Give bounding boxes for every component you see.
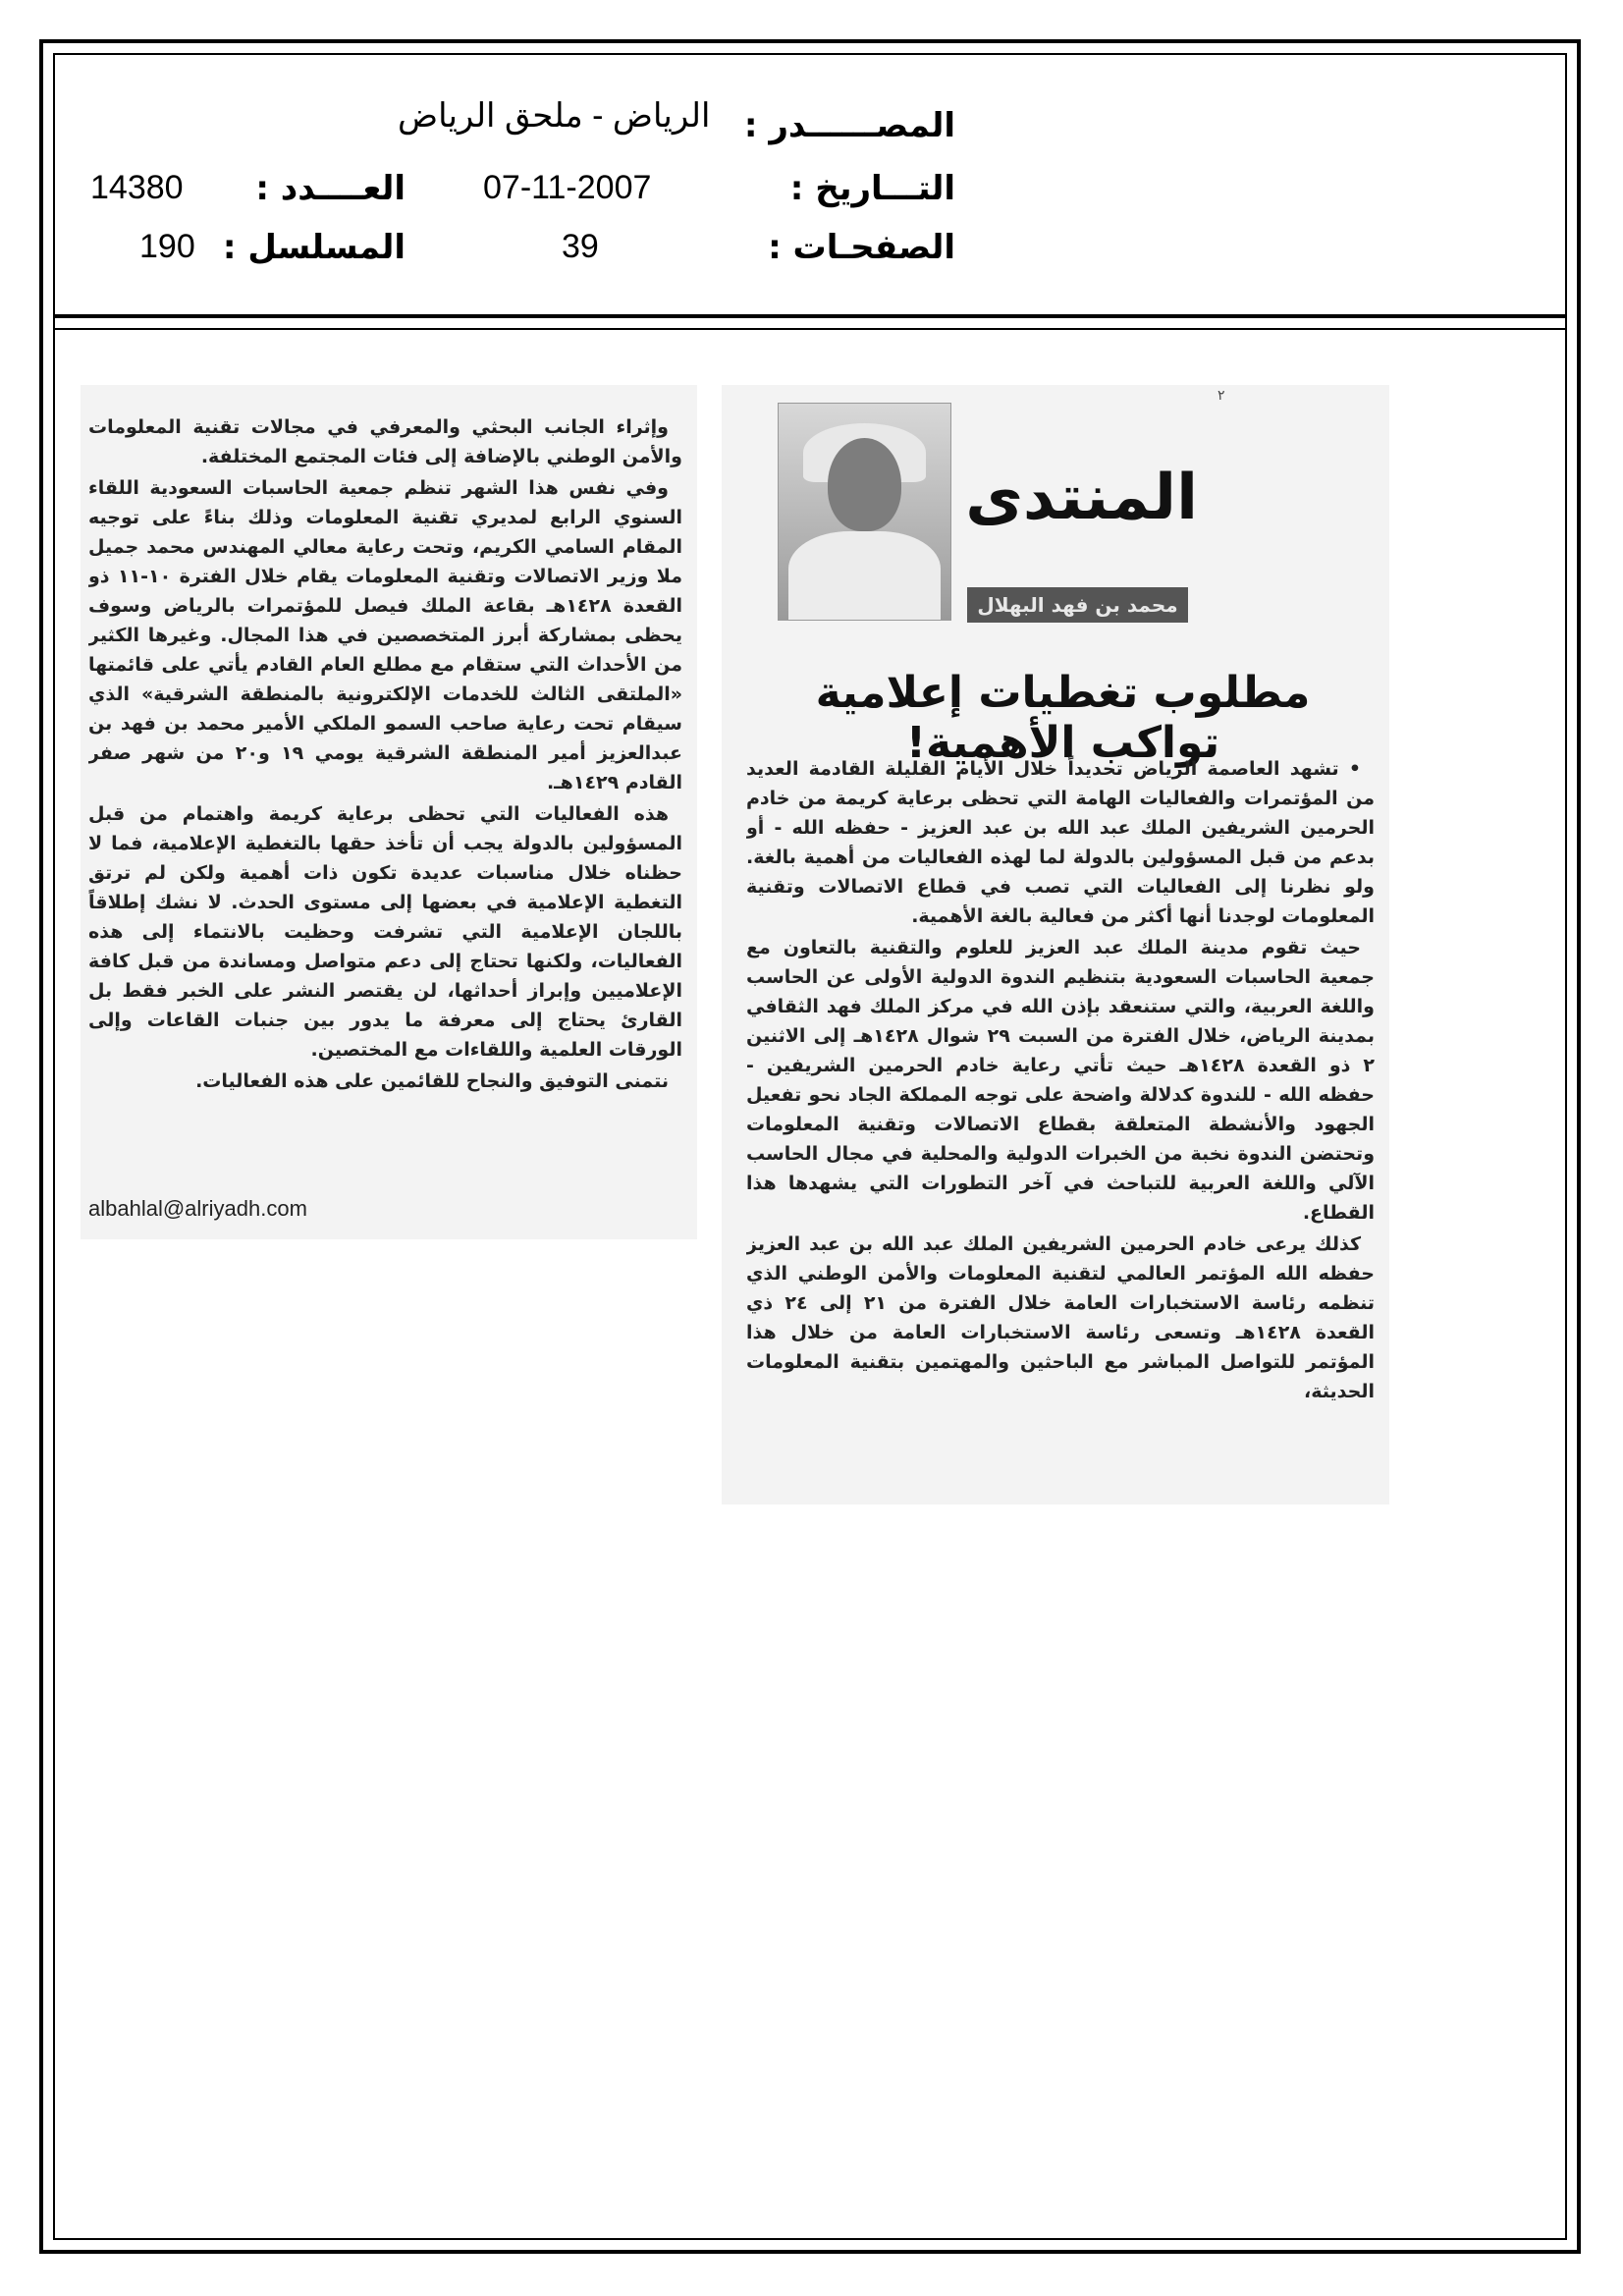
header-separator — [53, 314, 1567, 318]
header-separator-thin — [53, 328, 1567, 330]
column-name: المنتدى — [965, 462, 1198, 534]
author-photo — [778, 403, 951, 621]
author-email[interactable]: albahlal@alriyadh.com — [88, 1196, 307, 1221]
serial-label: المسلسل : — [222, 228, 406, 267]
paragraph: حيث تقوم مدينة الملك عبد العزيز للعلوم والتقنية بالتعاون مع جمعية الحاسبات السعودية بتنظيم الندوة الدولية الأولى عن الحاسب واللغة العربية، والتي ستنعقد بإذن الله في مركز الملك فهد الثقافي بمدينة الرياض، خلال الفترة من السبت ٢٩ شوال ١٤٢٨هـ إلى الاثنين ٢ ذو القعدة ١٤٢٨هـ حيث تأتي رعاية خادم الحرمين الشريفين - حفظه الله - للندوة كدلالة واضحة على توجه المملكة الجاد نحو تفعيل الجهود والأنشطة المتعلقة بقطاع الاتصالات وتقنية المعلومات وتحتضن الندوة نخبة من الخبرات الدولية والمحلية في مجال الحاسب الآلي واللغة العربية للتباحث في آخر التطورات التي يشهدها هذا القطاع. — [746, 937, 1375, 1224]
date-value: 07-11-2007 — [483, 169, 652, 206]
pages-value: 39 — [562, 228, 599, 265]
paragraph: وفي نفس هذا الشهر تنظم جمعية الحاسبات السعودية اللقاء السنوي الرابع لمديري تقنية المعلومات وذلك بناءً على توجيه المقام السامي الكريم، وتحت رعاية معالي المهندس محمد جميل ملا وزير الاتصالات وتقنية المعلومات يقام خلال الفترة ١٠-١١ ذو القعدة ١٤٢٨هـ بقاعة الملك فيصل للمؤتمرات بالرياض وسوف يحظى بمشاركة أبرز المتخصصين في هذا المجال. وغيرها الكثير من الأحداث التي ستقام مع مطلع العام القادم يأتي على قائمتها «الملتقى الثالث للخدمات الإلكترونية بالمنطقة الشرقية» الذي سيقام تحت رعاية صاحب السمو الملكي الأمير محمد بن فهد بن عبدالعزيز أمير المنطقة الشرقية يومي ١٩ و٢٠ من شهر صفر القادم ١٤٢٩هـ. — [88, 477, 682, 793]
date-label: التـــاريخ : — [789, 169, 955, 208]
source-label: المصــــــدر : — [743, 106, 955, 145]
source-value: الرياض - ملحق الرياض — [398, 97, 711, 135]
paragraph: كذلك يرعى خادم الحرمين الشريفين الملك عبد الله بن عبد العزيز حفظه الله المؤتمر العالمي لتقنية المعلومات والأمن الوطني الذي تنظمه رئاسة الاستخبارات العامة خلال الفترة من ٢١ إلى ٢٤ ذي القعدة ١٤٢٨هـ وتسعى رئاسة الاستخبارات العامة من خلال هذا المؤتمر للتواصل المباشر مع الباحثين والمهتمين بتقنية المعلومات الحديثة، — [746, 1233, 1375, 1402]
left-column-text — [88, 412, 682, 1169]
page-mark: ٢ — [1217, 388, 1225, 404]
article-headline: مطلوب تغطيات إعلامية تواكب الأهمية! — [815, 668, 1311, 768]
serial-value: 190 — [139, 228, 195, 265]
issue-label: العــــدد : — [255, 169, 406, 208]
paragraph: هذه الفعاليات التي تحظى برعاية كريمة واهتمام من قبل المسؤولين بالدولة يجب أن تأخذ حقها بالتغطية الإعلامية، فما لا حظناه خلال مناسبات عديدة تكون ذات أهمية ولكن لم ترتق التغطية الإعلامية في بعضها إلى مستوى الحدث. لا نشك إطلاقاً باللجان الإعلامية التي تشرفت وحظيت بالانتماء إلى هذه الفعاليات، ولكنها تحتاج إلى دعم متواصل ومساندة من قبل كافة الإعلاميين وإبراز أحداثها، لن يقتصر النشر على الخبر فقط بل القارئ يحتاج إلى معرفة ما يدور بين جنبات القاعات وإلى الورقات العلمية واللقاءات مع المختصين. — [88, 803, 682, 1061]
issue-value: 14380 — [90, 169, 184, 206]
paragraph: وإثراء الجانب البحثي والمعرفي في مجالات تقنية المعلومات والأمن الوطني بالإضافة إلى فئات المجتمع المختلفة. — [88, 416, 682, 467]
pages-label: الصفحـات : — [768, 228, 955, 267]
author-name: محمد بن فهد البهلال — [967, 587, 1188, 623]
paragraph: • تشهد العاصمة الرياض تحديداً خلال الأيام القليلة القادمة العديد من المؤتمرات والفعاليات الهامة التي تحظى برعاية كريمة من خادم الحرمين الشريفين الملك عبد الله بن عبد العزيز - حفظه الله - أو بدعم من قبل المسؤولين بالدولة لما لهذه الفعاليات من أهمية بالغة. ولو نظرنا إلى الفعاليات التي تصب في قطاع الاتصالات وتقنية المعلومات لوجدنا أنها أكثر من فعالية بالغة الأهمية. — [746, 758, 1375, 927]
paragraph: نتمنى التوفيق والنجاح للقائمين على هذه الفعاليات. — [195, 1070, 669, 1092]
right-column-text — [746, 754, 1375, 1493]
